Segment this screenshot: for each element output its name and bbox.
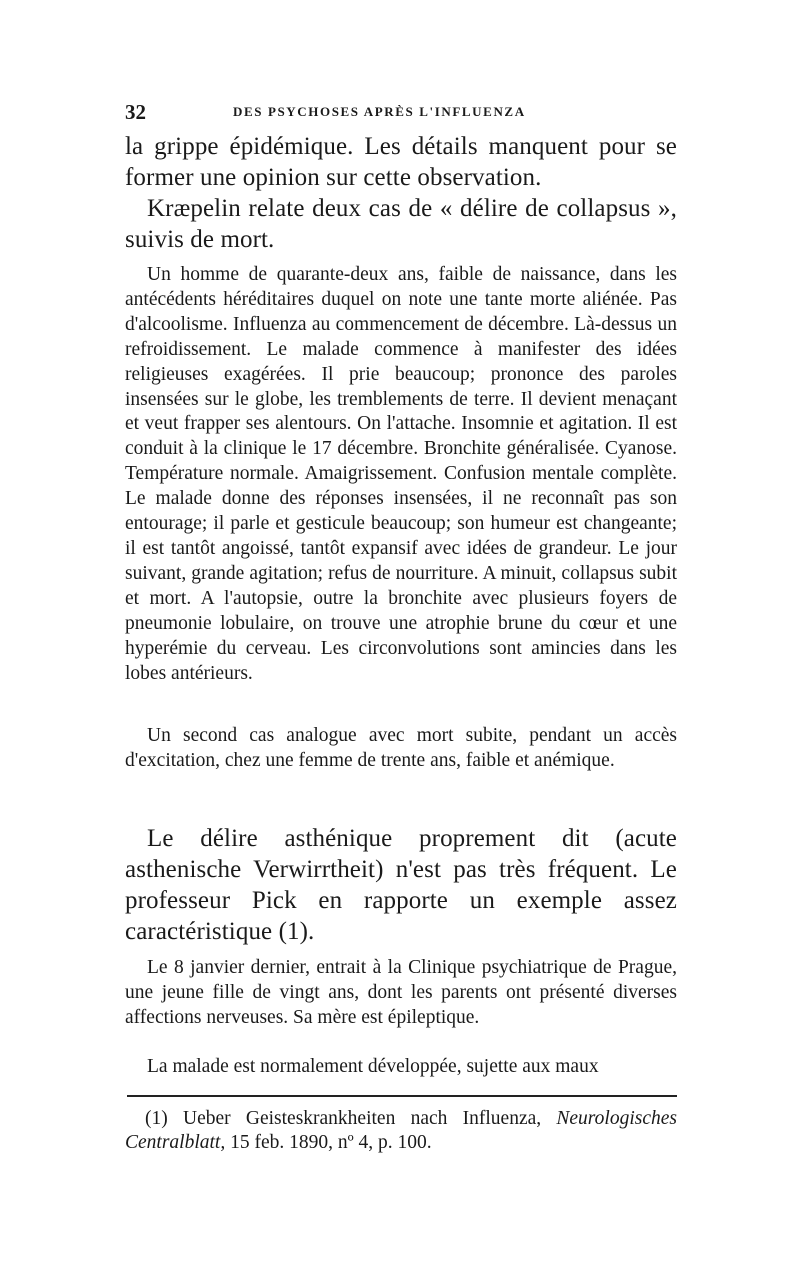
case-two-paragraph <box>125 724 677 774</box>
paragraph-text: la grippe épidémique. Les détails manquent pour se former une opinion sur cette observation. <box>125 133 677 191</box>
footnote-rule <box>127 1095 677 1097</box>
paragraph-text: Un second cas analogue avec mort subite, pendant un accès d'excitation, chez une femme de trente ans, faible et anémique. <box>125 725 677 771</box>
footnote-journal: Neurologisches Centralblatt, <box>125 1108 677 1153</box>
paragraph-kraepelin <box>125 193 677 255</box>
footnote <box>125 1107 677 1155</box>
paragraph-grippe <box>125 131 677 193</box>
case-one-paragraph <box>125 263 677 686</box>
footnote-text: (1) Ueber Geisteskrankheiten nach Influenza, <box>145 1108 542 1129</box>
paragraph-text: Kræpelin relate deux cas de « délire de collapsus », suivis de mort. <box>125 195 677 253</box>
running-head: DES PSYCHOSES APRÈS L'INFLUENZA <box>233 104 526 119</box>
footnote-reference: 15 feb. 1890, nº 4, p. 100. <box>230 1132 432 1153</box>
case-three-paragraph <box>125 956 677 1031</box>
paragraph-text: Le 8 janvier dernier, entrait à la Clinique psychiatrique de Prague, une jeune fille de vingt ans, dont les parents ont présenté diverses affections nerveuses. Sa mère est épileptique. <box>125 957 677 1028</box>
page-number: 32 <box>125 100 146 124</box>
paragraph-text: La malade est normalement développée, sujette aux maux <box>147 1056 599 1077</box>
paragraph-text: Un homme de quarante-deux ans, faible de naissance, dans les antécédents héréditaires duquel on note une tante morte aliénée. Pas d'alcoolisme. Influenza au commencement de décembre. Là-dessus un refroidissement. Le malade commence à manifester des idées religieuses exagérées. Il prie beaucoup; prononce des paroles insensées sur le globe, les tremblements de terre. Il devient menaçant et veut frapper ses alentours. On l'attache. Insomnie et agitation. Il est conduit à la clinique le 17 décembre. Bronchite généralisée. Cyanose. Température normale. Amaigrissement. Confusion mentale complète. Le malade donne des réponses insensées, il ne reconnaît pas son entourage; il parle et gesticule beaucoup; son humeur est changeante; il est tantôt angoissé, tantôt expansif avec idées de grandeur. Le jour suivant, grande agitation; refus de nourriture. A minuit, collapsus subit et mort. A l'autopsie, outre la bronchite avec plusieurs foyers de pneumonie lobulaire, on trouve une atrophie brune du cœur et une hyperémie du cerveau. Les circonvolutions sont amincies dans les lobes antérieurs. <box>125 264 677 684</box>
paragraph-asthenic-delirium <box>125 823 677 947</box>
paragraph-text: Le délire asthénique proprement dit (acute asthenische Verwirrtheit) n'est pas très fréquent. Le professeur Pick en rapporte un exemple assez caractéristique (1). <box>125 825 677 945</box>
page-header <box>125 100 677 124</box>
case-three-continuation <box>125 1055 677 1080</box>
